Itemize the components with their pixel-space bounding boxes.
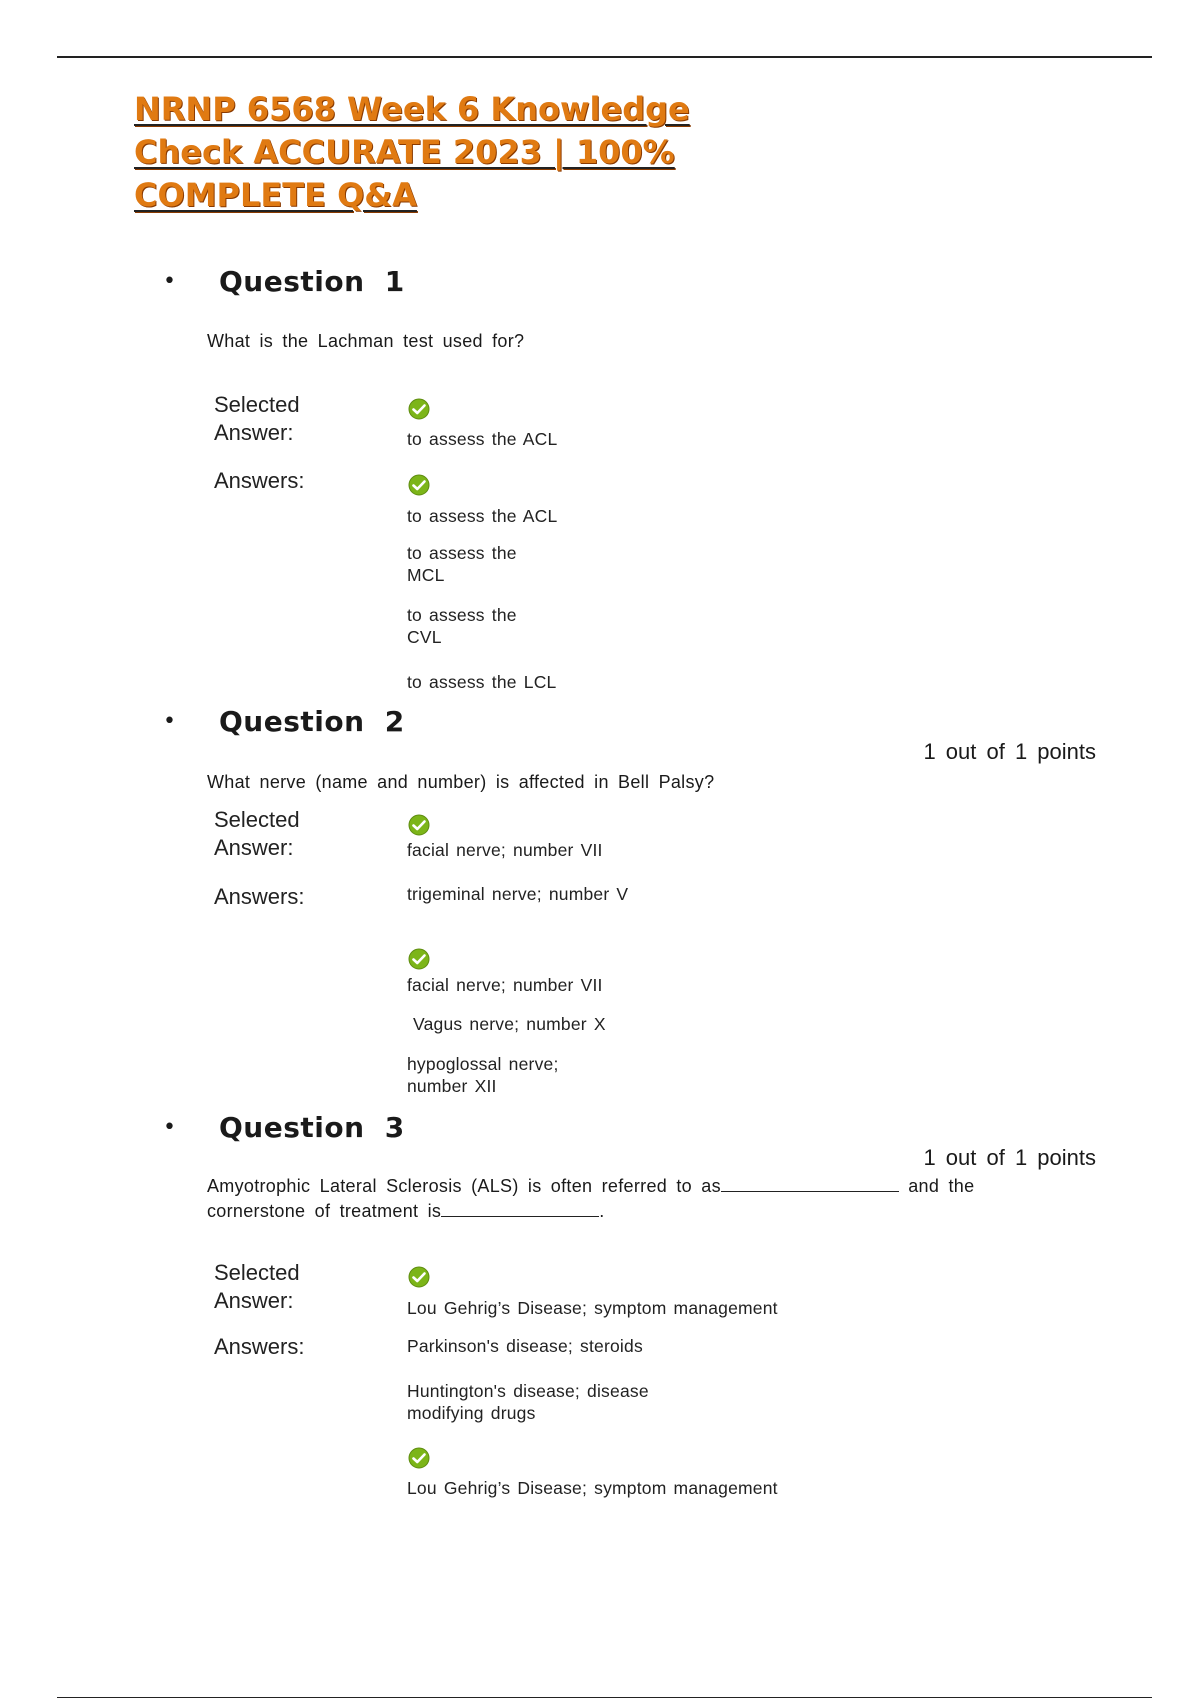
answers-label: Answers:	[214, 884, 305, 909]
selected-answer: Lou Gehrig’s Disease; symptom management	[407, 1298, 778, 1318]
question-text-part: cornerstone of treatment is	[207, 1201, 442, 1221]
answer-option: to assess the MCL	[407, 543, 517, 585]
selected-answer-label: Selected Answer:	[214, 392, 300, 445]
bullet-icon: •	[163, 268, 176, 294]
question-1-header	[163, 263, 405, 299]
question-3-text	[207, 1173, 1087, 1223]
answer-option: to assess the ACL	[407, 506, 558, 526]
answers-label: Answers:	[214, 468, 305, 493]
answer-option: to assess the CVL	[407, 605, 517, 647]
bottom-rule	[57, 1697, 1152, 1698]
selected-answer: to assess the ACL	[407, 429, 558, 449]
question-text-part: .	[599, 1201, 605, 1221]
answer-option: Parkinson's disease; steroids	[407, 1336, 643, 1356]
question-title: Question 1	[219, 264, 405, 298]
question-text-part: and the	[908, 1176, 975, 1196]
answer-option: hypoglossal nerve; number XII	[407, 1054, 559, 1096]
answer-option: trigeminal nerve; number V	[407, 884, 629, 904]
question-title: Question 3	[219, 1110, 405, 1144]
bullet-icon: •	[163, 708, 176, 734]
question-2-text: What nerve (name and number) is affected in Bell Palsy?	[207, 772, 715, 792]
check-circle-icon	[408, 1266, 430, 1288]
question-3-header	[163, 1109, 405, 1145]
selected-answer-label: Selected Answer:	[214, 1260, 300, 1313]
top-rule	[57, 56, 1152, 58]
check-circle-icon	[408, 1447, 430, 1469]
check-circle-icon	[408, 474, 430, 496]
check-circle-icon	[408, 948, 430, 970]
selected-answer-label: Selected Answer:	[214, 807, 300, 860]
check-circle-icon	[408, 398, 430, 420]
answer-option: to assess the LCL	[407, 672, 557, 692]
answer-option: facial nerve; number VII	[407, 975, 603, 995]
fill-in-blank	[721, 1173, 899, 1192]
question-2-header	[163, 703, 405, 739]
answer-option: Huntington's disease; disease modifying drugs	[407, 1381, 649, 1423]
question-text-part: Amyotrophic Lateral Sclerosis (ALS) is often referred to as	[207, 1176, 721, 1196]
answers-label: Answers:	[214, 1334, 305, 1359]
answer-option: Lou Gehrig’s Disease; symptom management	[407, 1478, 778, 1498]
check-circle-icon	[408, 814, 430, 836]
bullet-icon: •	[163, 1114, 176, 1140]
selected-answer: facial nerve; number VII	[407, 840, 603, 860]
document-title: NRNP 6568 Week 6 Knowledge Check ACCURATE 2023 | 100% COMPLETE Q&A	[134, 90, 690, 214]
points-score: 1 out of 1 points	[923, 739, 1096, 764]
question-title: Question 2	[219, 704, 405, 738]
question-1-text: What is the Lachman test used for?	[207, 331, 525, 351]
answer-option: Vagus nerve; number X	[413, 1014, 606, 1034]
points-score: 1 out of 1 points	[923, 1145, 1096, 1170]
fill-in-blank	[441, 1198, 599, 1217]
